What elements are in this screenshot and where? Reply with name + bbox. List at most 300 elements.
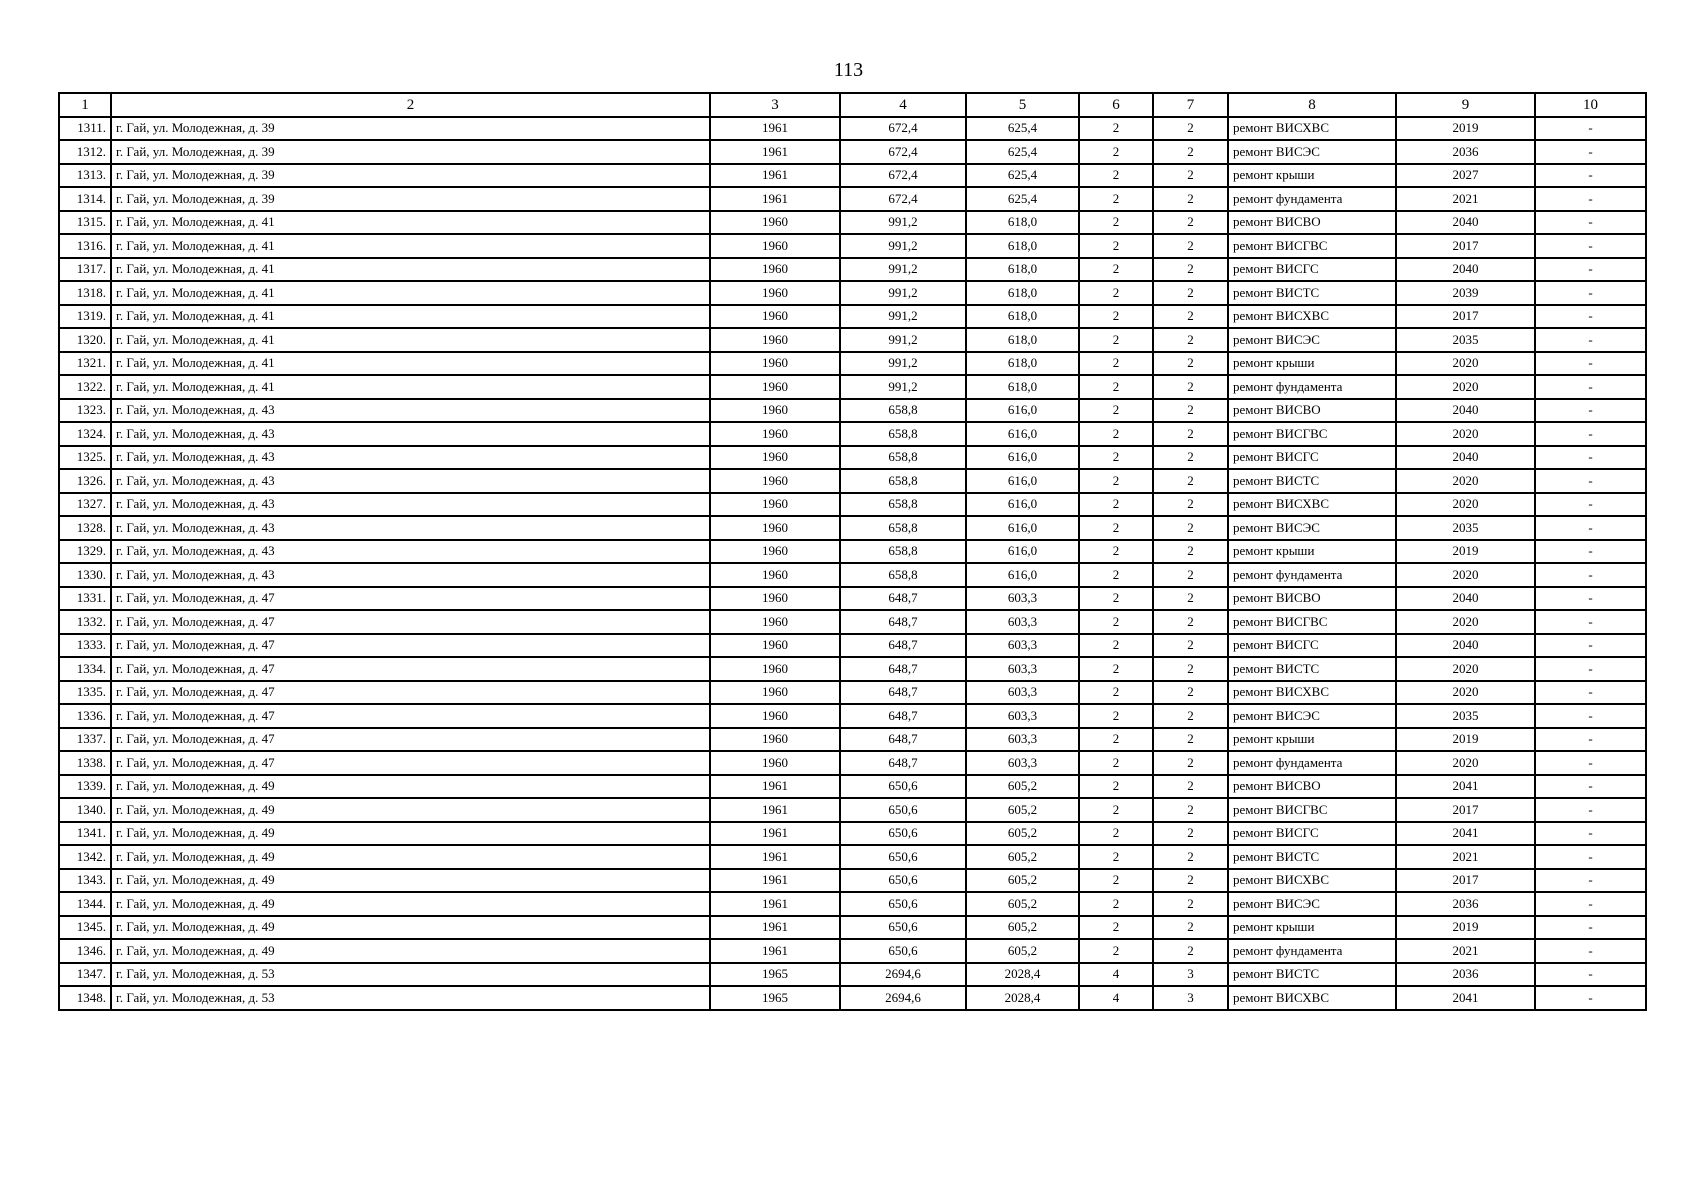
cell-address: г. Гай, ул. Молодежная, д. 39: [111, 164, 710, 188]
table-row: [59, 657, 1646, 681]
cell-year-built: 1960: [710, 399, 840, 423]
cell-note: -: [1535, 446, 1646, 470]
cell-floors: 2: [1079, 540, 1153, 564]
cell-total-area: 650,6: [840, 892, 966, 916]
cell-living-area: 605,2: [966, 939, 1079, 963]
cell-year-built: 1960: [710, 446, 840, 470]
cell-note: -: [1535, 164, 1646, 188]
cell-total-area: 650,6: [840, 916, 966, 940]
cell-work-type: ремонт фундамента: [1228, 563, 1396, 587]
cell-work-type: ремонт ВИСГС: [1228, 446, 1396, 470]
cell-work-type: ремонт ВИСГВС: [1228, 234, 1396, 258]
cell-entrances: 2: [1153, 328, 1228, 352]
cell-address: г. Гай, ул. Молодежная, д. 41: [111, 234, 710, 258]
cell-entrances: 2: [1153, 234, 1228, 258]
cell-entrances: 2: [1153, 563, 1228, 587]
column-header-8: 8: [1228, 93, 1396, 117]
cell-entrances: 2: [1153, 446, 1228, 470]
cell-entrances: 2: [1153, 117, 1228, 141]
cell-planned-year: 2020: [1396, 352, 1535, 376]
table-row: [59, 986, 1646, 1010]
cell-living-area: 618,0: [966, 281, 1079, 305]
cell-total-area: 648,7: [840, 704, 966, 728]
table-row: [59, 869, 1646, 893]
cell-work-type: ремонт ВИСГС: [1228, 258, 1396, 282]
cell-entrances: 2: [1153, 751, 1228, 775]
cell-work-type: ремонт ВИСВО: [1228, 587, 1396, 611]
cell-note: -: [1535, 869, 1646, 893]
column-header-5: 5: [966, 93, 1079, 117]
cell-entrances: 2: [1153, 352, 1228, 376]
cell-entrances: 2: [1153, 469, 1228, 493]
cell-address: г. Гай, ул. Молодежная, д. 47: [111, 681, 710, 705]
cell-row-number: 1334.: [59, 657, 111, 681]
cell-note: -: [1535, 563, 1646, 587]
cell-floors: 2: [1079, 634, 1153, 658]
cell-work-type: ремонт фундамента: [1228, 187, 1396, 211]
cell-work-type: ремонт ВИСЭС: [1228, 704, 1396, 728]
cell-floors: 2: [1079, 845, 1153, 869]
cell-year-built: 1960: [710, 681, 840, 705]
cell-note: -: [1535, 986, 1646, 1010]
cell-row-number: 1319.: [59, 305, 111, 329]
cell-year-built: 1961: [710, 164, 840, 188]
cell-floors: 2: [1079, 493, 1153, 517]
cell-address: г. Гай, ул. Молодежная, д. 49: [111, 916, 710, 940]
table-row: [59, 728, 1646, 752]
cell-planned-year: 2019: [1396, 117, 1535, 141]
cell-entrances: 2: [1153, 916, 1228, 940]
cell-total-area: 650,6: [840, 798, 966, 822]
cell-living-area: 603,3: [966, 728, 1079, 752]
cell-address: г. Гай, ул. Молодежная, д. 43: [111, 563, 710, 587]
cell-entrances: 2: [1153, 422, 1228, 446]
cell-row-number: 1325.: [59, 446, 111, 470]
cell-planned-year: 2021: [1396, 845, 1535, 869]
cell-year-built: 1960: [710, 305, 840, 329]
cell-total-area: 991,2: [840, 328, 966, 352]
cell-row-number: 1330.: [59, 563, 111, 587]
column-header-2: 2: [111, 93, 710, 117]
cell-planned-year: 2017: [1396, 234, 1535, 258]
cell-year-built: 1960: [710, 563, 840, 587]
cell-living-area: 605,2: [966, 822, 1079, 846]
cell-row-number: 1323.: [59, 399, 111, 423]
cell-work-type: ремонт ВИСХВС: [1228, 986, 1396, 1010]
table-row: [59, 446, 1646, 470]
cell-planned-year: 2019: [1396, 540, 1535, 564]
cell-entrances: 2: [1153, 892, 1228, 916]
cell-total-area: 991,2: [840, 258, 966, 282]
column-header-4: 4: [840, 93, 966, 117]
cell-total-area: 650,6: [840, 822, 966, 846]
cell-note: -: [1535, 728, 1646, 752]
cell-row-number: 1345.: [59, 916, 111, 940]
column-header-6: 6: [1079, 93, 1153, 117]
cell-total-area: 658,8: [840, 563, 966, 587]
cell-floors: 2: [1079, 681, 1153, 705]
cell-entrances: 2: [1153, 540, 1228, 564]
cell-total-area: 672,4: [840, 117, 966, 141]
cell-row-number: 1326.: [59, 469, 111, 493]
cell-total-area: 658,8: [840, 516, 966, 540]
column-header-10: 10: [1535, 93, 1646, 117]
cell-row-number: 1341.: [59, 822, 111, 846]
cell-entrances: 2: [1153, 704, 1228, 728]
cell-living-area: 605,2: [966, 845, 1079, 869]
cell-year-built: 1960: [710, 751, 840, 775]
table-row: [59, 939, 1646, 963]
cell-planned-year: 2020: [1396, 751, 1535, 775]
cell-address: г. Гай, ул. Молодежная, д. 41: [111, 375, 710, 399]
cell-row-number: 1339.: [59, 775, 111, 799]
cell-address: г. Гай, ул. Молодежная, д. 47: [111, 751, 710, 775]
cell-address: г. Гай, ул. Молодежная, д. 43: [111, 422, 710, 446]
cell-note: -: [1535, 704, 1646, 728]
cell-total-area: 648,7: [840, 751, 966, 775]
cell-total-area: 991,2: [840, 352, 966, 376]
cell-row-number: 1342.: [59, 845, 111, 869]
cell-entrances: 2: [1153, 187, 1228, 211]
cell-entrances: 2: [1153, 211, 1228, 235]
cell-work-type: ремонт крыши: [1228, 352, 1396, 376]
cell-planned-year: 2019: [1396, 728, 1535, 752]
cell-planned-year: 2027: [1396, 164, 1535, 188]
cell-entrances: 3: [1153, 963, 1228, 987]
cell-living-area: 618,0: [966, 258, 1079, 282]
cell-living-area: 618,0: [966, 211, 1079, 235]
cell-floors: 2: [1079, 305, 1153, 329]
cell-work-type: ремонт крыши: [1228, 916, 1396, 940]
cell-note: -: [1535, 540, 1646, 564]
cell-living-area: 625,4: [966, 187, 1079, 211]
cell-address: г. Гай, ул. Молодежная, д. 41: [111, 352, 710, 376]
column-header-9: 9: [1396, 93, 1535, 117]
cell-living-area: 616,0: [966, 422, 1079, 446]
cell-entrances: 2: [1153, 305, 1228, 329]
cell-address: г. Гай, ул. Молодежная, д. 41: [111, 258, 710, 282]
cell-total-area: 658,8: [840, 422, 966, 446]
cell-address: г. Гай, ул. Молодежная, д. 43: [111, 540, 710, 564]
cell-year-built: 1961: [710, 822, 840, 846]
cell-planned-year: 2020: [1396, 657, 1535, 681]
cell-row-number: 1344.: [59, 892, 111, 916]
cell-note: -: [1535, 892, 1646, 916]
cell-work-type: ремонт ВИСГС: [1228, 822, 1396, 846]
cell-address: г. Гай, ул. Молодежная, д. 41: [111, 328, 710, 352]
cell-floors: 2: [1079, 516, 1153, 540]
cell-note: -: [1535, 845, 1646, 869]
cell-work-type: ремонт фундамента: [1228, 375, 1396, 399]
cell-work-type: ремонт ВИСТС: [1228, 963, 1396, 987]
cell-row-number: 1338.: [59, 751, 111, 775]
cell-year-built: 1965: [710, 986, 840, 1010]
cell-floors: 2: [1079, 399, 1153, 423]
cell-year-built: 1960: [710, 516, 840, 540]
cell-entrances: 3: [1153, 986, 1228, 1010]
table-row: [59, 422, 1646, 446]
table-row: [59, 305, 1646, 329]
cell-note: -: [1535, 328, 1646, 352]
cell-floors: 2: [1079, 939, 1153, 963]
table-row: [59, 211, 1646, 235]
cell-note: -: [1535, 798, 1646, 822]
table-row: [59, 375, 1646, 399]
cell-total-area: 658,8: [840, 493, 966, 517]
cell-total-area: 648,7: [840, 587, 966, 611]
cell-planned-year: 2040: [1396, 634, 1535, 658]
cell-note: -: [1535, 399, 1646, 423]
table-row: [59, 516, 1646, 540]
cell-entrances: 2: [1153, 822, 1228, 846]
cell-floors: 2: [1079, 869, 1153, 893]
cell-work-type: ремонт ВИСТС: [1228, 657, 1396, 681]
table-row: [59, 634, 1646, 658]
cell-note: -: [1535, 375, 1646, 399]
cell-planned-year: 2020: [1396, 563, 1535, 587]
table-row: [59, 281, 1646, 305]
cell-floors: 2: [1079, 117, 1153, 141]
cell-total-area: 658,8: [840, 446, 966, 470]
cell-total-area: 991,2: [840, 305, 966, 329]
cell-planned-year: 2019: [1396, 916, 1535, 940]
cell-work-type: ремонт крыши: [1228, 164, 1396, 188]
cell-address: г. Гай, ул. Молодежная, д. 43: [111, 516, 710, 540]
cell-entrances: 2: [1153, 610, 1228, 634]
table-row: [59, 845, 1646, 869]
cell-work-type: ремонт ВИСТС: [1228, 845, 1396, 869]
cell-entrances: 2: [1153, 798, 1228, 822]
cell-floors: 2: [1079, 375, 1153, 399]
cell-total-area: 991,2: [840, 375, 966, 399]
cell-year-built: 1960: [710, 634, 840, 658]
cell-year-built: 1960: [710, 657, 840, 681]
cell-year-built: 1960: [710, 422, 840, 446]
cell-row-number: 1312.: [59, 140, 111, 164]
cell-total-area: 2694,6: [840, 963, 966, 987]
cell-work-type: ремонт ВИСХВС: [1228, 493, 1396, 517]
cell-row-number: 1337.: [59, 728, 111, 752]
cell-total-area: 648,7: [840, 634, 966, 658]
cell-note: -: [1535, 493, 1646, 517]
cell-living-area: 2028,4: [966, 963, 1079, 987]
cell-living-area: 605,2: [966, 798, 1079, 822]
cell-work-type: ремонт ВИСВО: [1228, 775, 1396, 799]
table-row: [59, 563, 1646, 587]
cell-note: -: [1535, 822, 1646, 846]
cell-row-number: 1321.: [59, 352, 111, 376]
table-row: [59, 469, 1646, 493]
cell-work-type: ремонт крыши: [1228, 728, 1396, 752]
cell-row-number: 1343.: [59, 869, 111, 893]
cell-floors: 2: [1079, 916, 1153, 940]
cell-note: -: [1535, 422, 1646, 446]
cell-address: г. Гай, ул. Молодежная, д. 41: [111, 211, 710, 235]
cell-address: г. Гай, ул. Молодежная, д. 49: [111, 939, 710, 963]
cell-row-number: 1348.: [59, 986, 111, 1010]
cell-total-area: 650,6: [840, 775, 966, 799]
cell-planned-year: 2020: [1396, 375, 1535, 399]
cell-row-number: 1336.: [59, 704, 111, 728]
cell-note: -: [1535, 258, 1646, 282]
cell-address: г. Гай, ул. Молодежная, д. 39: [111, 140, 710, 164]
table-row: [59, 798, 1646, 822]
cell-total-area: 648,7: [840, 657, 966, 681]
cell-living-area: 603,3: [966, 610, 1079, 634]
cell-work-type: ремонт фундамента: [1228, 939, 1396, 963]
cell-address: г. Гай, ул. Молодежная, д. 43: [111, 493, 710, 517]
cell-row-number: 1327.: [59, 493, 111, 517]
cell-floors: 2: [1079, 657, 1153, 681]
cell-year-built: 1960: [710, 328, 840, 352]
cell-planned-year: 2039: [1396, 281, 1535, 305]
cell-planned-year: 2017: [1396, 798, 1535, 822]
cell-work-type: ремонт ВИСЭС: [1228, 892, 1396, 916]
cell-entrances: 2: [1153, 399, 1228, 423]
cell-year-built: 1960: [710, 211, 840, 235]
cell-entrances: 2: [1153, 375, 1228, 399]
cell-entrances: 2: [1153, 681, 1228, 705]
cell-row-number: 1317.: [59, 258, 111, 282]
cell-note: -: [1535, 610, 1646, 634]
cell-living-area: 616,0: [966, 446, 1079, 470]
cell-living-area: 616,0: [966, 540, 1079, 564]
cell-note: -: [1535, 939, 1646, 963]
cell-floors: 2: [1079, 704, 1153, 728]
cell-address: г. Гай, ул. Молодежная, д. 41: [111, 281, 710, 305]
cell-planned-year: 2035: [1396, 704, 1535, 728]
cell-work-type: ремонт ВИСВО: [1228, 399, 1396, 423]
cell-note: -: [1535, 775, 1646, 799]
table-row: [59, 681, 1646, 705]
cell-row-number: 1318.: [59, 281, 111, 305]
cell-living-area: 618,0: [966, 305, 1079, 329]
cell-floors: 2: [1079, 728, 1153, 752]
cell-entrances: 2: [1153, 728, 1228, 752]
cell-floors: 2: [1079, 164, 1153, 188]
cell-address: г. Гай, ул. Молодежная, д. 47: [111, 634, 710, 658]
cell-planned-year: 2036: [1396, 963, 1535, 987]
cell-row-number: 1315.: [59, 211, 111, 235]
cell-planned-year: 2040: [1396, 587, 1535, 611]
cell-total-area: 991,2: [840, 234, 966, 258]
cell-entrances: 2: [1153, 845, 1228, 869]
cell-floors: 4: [1079, 963, 1153, 987]
cell-living-area: 605,2: [966, 775, 1079, 799]
cell-row-number: 1331.: [59, 587, 111, 611]
cell-floors: 2: [1079, 751, 1153, 775]
cell-living-area: 618,0: [966, 234, 1079, 258]
cell-entrances: 2: [1153, 164, 1228, 188]
cell-entrances: 2: [1153, 634, 1228, 658]
cell-year-built: 1960: [710, 540, 840, 564]
cell-entrances: 2: [1153, 140, 1228, 164]
cell-floors: 2: [1079, 187, 1153, 211]
cell-work-type: ремонт ВИСГВС: [1228, 610, 1396, 634]
cell-living-area: 603,3: [966, 681, 1079, 705]
cell-floors: 2: [1079, 258, 1153, 282]
cell-address: г. Гай, ул. Молодежная, д. 47: [111, 610, 710, 634]
cell-entrances: 2: [1153, 775, 1228, 799]
cell-address: г. Гай, ул. Молодежная, д. 49: [111, 798, 710, 822]
cell-year-built: 1960: [710, 493, 840, 517]
column-header-1: 1: [59, 93, 111, 117]
cell-row-number: 1314.: [59, 187, 111, 211]
cell-living-area: 616,0: [966, 399, 1079, 423]
cell-address: г. Гай, ул. Молодежная, д. 43: [111, 469, 710, 493]
cell-address: г. Гай, ул. Молодежная, д. 49: [111, 845, 710, 869]
cell-address: г. Гай, ул. Молодежная, д. 43: [111, 399, 710, 423]
cell-note: -: [1535, 140, 1646, 164]
cell-entrances: 2: [1153, 258, 1228, 282]
cell-note: -: [1535, 352, 1646, 376]
cell-work-type: ремонт ВИСГВС: [1228, 422, 1396, 446]
data-table: [58, 92, 1647, 1011]
cell-note: -: [1535, 211, 1646, 235]
cell-address: г. Гай, ул. Молодежная, д. 49: [111, 822, 710, 846]
cell-year-built: 1961: [710, 939, 840, 963]
cell-note: -: [1535, 234, 1646, 258]
cell-address: г. Гай, ул. Молодежная, д. 47: [111, 704, 710, 728]
cell-year-built: 1961: [710, 775, 840, 799]
cell-work-type: ремонт крыши: [1228, 540, 1396, 564]
cell-floors: 4: [1079, 986, 1153, 1010]
cell-work-type: ремонт ВИСЭС: [1228, 328, 1396, 352]
cell-total-area: 991,2: [840, 281, 966, 305]
cell-floors: 2: [1079, 587, 1153, 611]
table-row: [59, 963, 1646, 987]
table-row: [59, 822, 1646, 846]
cell-planned-year: 2017: [1396, 869, 1535, 893]
cell-living-area: 603,3: [966, 751, 1079, 775]
cell-planned-year: 2041: [1396, 986, 1535, 1010]
table-row: [59, 704, 1646, 728]
cell-year-built: 1960: [710, 469, 840, 493]
cell-floors: 2: [1079, 281, 1153, 305]
table-row: [59, 610, 1646, 634]
table-row: [59, 775, 1646, 799]
cell-row-number: 1324.: [59, 422, 111, 446]
cell-year-built: 1960: [710, 375, 840, 399]
cell-row-number: 1340.: [59, 798, 111, 822]
cell-work-type: ремонт ВИСГВС: [1228, 798, 1396, 822]
cell-total-area: 648,7: [840, 610, 966, 634]
cell-year-built: 1961: [710, 798, 840, 822]
column-header-3: 3: [710, 93, 840, 117]
cell-year-built: 1960: [710, 587, 840, 611]
cell-living-area: 618,0: [966, 328, 1079, 352]
cell-planned-year: 2035: [1396, 516, 1535, 540]
cell-address: г. Гай, ул. Молодежная, д. 49: [111, 775, 710, 799]
cell-work-type: ремонт ВИСХВС: [1228, 869, 1396, 893]
cell-address: г. Гай, ул. Молодежная, д. 41: [111, 305, 710, 329]
cell-work-type: ремонт ВИСХВС: [1228, 305, 1396, 329]
cell-note: -: [1535, 117, 1646, 141]
cell-note: -: [1535, 587, 1646, 611]
cell-floors: 2: [1079, 892, 1153, 916]
cell-living-area: 625,4: [966, 117, 1079, 141]
cell-living-area: 603,3: [966, 704, 1079, 728]
cell-planned-year: 2020: [1396, 493, 1535, 517]
cell-year-built: 1960: [710, 258, 840, 282]
table-row: [59, 187, 1646, 211]
cell-work-type: ремонт ВИСЭС: [1228, 140, 1396, 164]
cell-note: -: [1535, 281, 1646, 305]
cell-planned-year: 2021: [1396, 187, 1535, 211]
cell-living-area: 618,0: [966, 352, 1079, 376]
cell-work-type: ремонт ВИСХВС: [1228, 117, 1396, 141]
table-row: [59, 117, 1646, 141]
